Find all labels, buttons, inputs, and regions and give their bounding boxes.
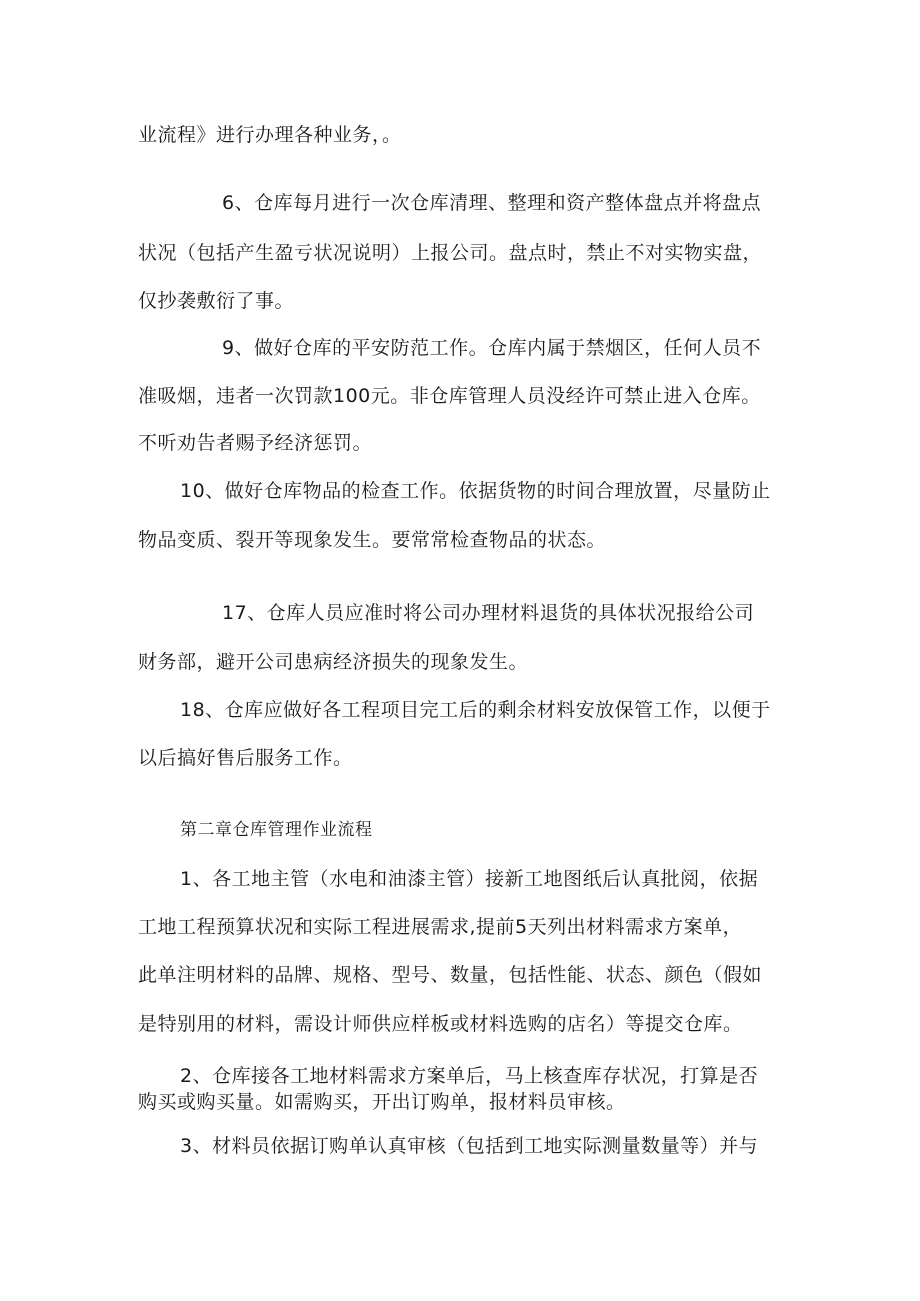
text-line: 2、仓库接各工地材料需求方案单后，马上核查库存状况，打算是否 [180, 1065, 759, 1087]
text-line: 6、仓库每月进行一次仓库清理、整理和资产整体盘点并将盘点 [222, 192, 762, 214]
text-line: 以后搞好售后服务工作。 [138, 747, 353, 769]
text-line: 状况（包括产生盈亏状况说明）上报公司。盘点时，禁止不对实物实盘， [138, 242, 763, 264]
text-line: 仅抄袭敷衍了事。 [138, 290, 295, 312]
chapter-heading: 第二章仓库管理作业流程 [180, 820, 373, 840]
text-line: 物品变质、裂开等现象发生。要常常检查物品的状态。 [138, 529, 607, 551]
text-line: 不听劝告者赐予经济惩罚。 [138, 432, 373, 454]
text-line: 工地工程预算状况和实际工程进展需求,提前5天列出材料需求方案单， [138, 916, 743, 938]
text-line: 业流程》进行办理各种业务，。 [138, 124, 402, 146]
text-line: 此单注明材料的品牌、规格、型号、数量，包括性能、状态、颜色（假如 [138, 964, 763, 986]
text-line: 9、做好仓库的平安防范工作。仓库内属于禁烟区，任何人员不 [222, 337, 762, 359]
text-line: 购买或购买量。如需购买，开出订购单，报材料员审核。 [138, 1091, 626, 1113]
text-line: 财务部，避开公司患病经济损失的现象发生。 [138, 651, 529, 673]
text-line: 18、仓库应做好各工程项目完工后的剩余材料安放保管工作，以便于 [180, 699, 771, 721]
text-line: 17、仓库人员应准时将公司办理材料退货的具体状况报给公司 [222, 602, 755, 624]
text-line: 10、做好仓库物品的检查工作。依据货物的时间合理放置，尽量防止 [180, 480, 771, 502]
text-line: 3、材料员依据订购单认真审核（包括到工地实际测量数量等）并与 [180, 1135, 759, 1157]
text-line: 准吸烟，违者一次罚款100元。非仓库管理人员没经许可禁止进入仓库。 [138, 385, 761, 407]
text-line: 是特别用的材料，需设计师供应样板或材料选购的店名）等提交仓库。 [138, 1013, 743, 1035]
text-line: 1、各工地主管（水电和油漆主管）接新工地图纸后认真批阅，依据 [180, 868, 759, 890]
